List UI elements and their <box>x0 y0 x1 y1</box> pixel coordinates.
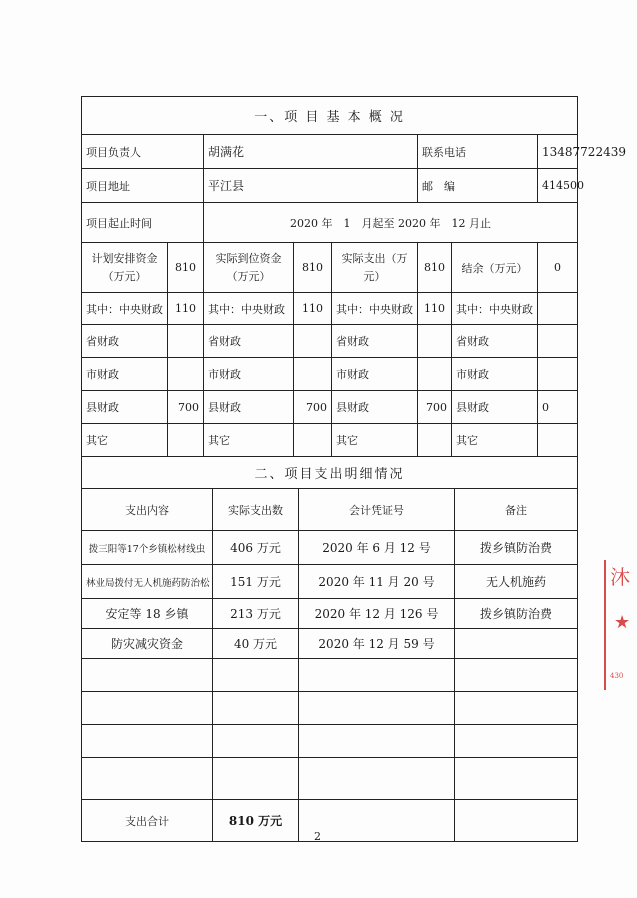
province-label-3: 省财政 <box>332 325 418 358</box>
other-label-3: 其它 <box>332 424 418 457</box>
table-row-empty <box>82 659 578 692</box>
address-label: 项目地址 <box>82 169 204 203</box>
city-label: 市财政 <box>82 358 168 391</box>
county-label-3: 县财政 <box>332 391 418 424</box>
total-value: 810 万元 <box>213 800 299 842</box>
other-label-4: 其它 <box>452 424 538 457</box>
county-label-4: 县财政 <box>452 391 538 424</box>
central-label-2: 其中：中央财政 <box>204 293 294 325</box>
official-seal-fragment <box>604 560 637 690</box>
row-voucher: 2020 年 11 月 20 号 <box>299 565 455 599</box>
table-row <box>82 531 578 565</box>
row-content: 林业局拨付无人机施药防治松 <box>82 565 213 599</box>
table-row-empty <box>82 758 578 800</box>
seal-char: 沐 <box>610 565 630 589</box>
balance-label: 结余（万元） <box>452 243 538 293</box>
province-label-2: 省财政 <box>204 325 294 358</box>
row-voucher: 2020 年 6 月 12 号 <box>299 531 455 565</box>
period-label: 项目起止时间 <box>82 203 204 243</box>
province-label-4: 省财政 <box>452 325 538 358</box>
phone-label: 联系电话 <box>418 135 538 169</box>
table-row <box>82 629 578 659</box>
planned-label: 计划安排资金（万元） <box>82 243 168 293</box>
county-planned: 700 <box>168 391 204 424</box>
period-value: 2020 年 1 月起至 2020 年 12 月止 <box>204 203 578 243</box>
row-amount: 151 万元 <box>213 565 299 599</box>
county-balance: 0 <box>538 391 578 424</box>
row-amount: 40 万元 <box>213 629 299 659</box>
row-amount: 213 万元 <box>213 599 299 629</box>
row-content: 拨三阳等17个乡镇松材线虫 <box>82 531 213 565</box>
row-voucher: 2020 年 12 月 59 号 <box>299 629 455 659</box>
header-content: 支出内容 <box>82 489 213 531</box>
leader-value: 胡满花 <box>204 135 418 169</box>
row-content: 防灾减灾资金 <box>82 629 213 659</box>
spent-label: 实际支出（万元） <box>332 243 418 293</box>
received-label: 实际到位资金（万元） <box>204 243 294 293</box>
section1-title: 一、项 目 基 本 概 况 <box>82 97 578 135</box>
seal-code: 430 <box>610 672 624 680</box>
page-number: 2 <box>314 830 321 843</box>
city-label-4: 市财政 <box>452 358 538 391</box>
postcode-value: 414500 <box>538 169 578 203</box>
header-voucher: 会计凭证号 <box>299 489 455 531</box>
postcode-label: 邮 编 <box>418 169 538 203</box>
central-balance <box>538 293 578 325</box>
address-value: 平江县 <box>204 169 418 203</box>
central-received: 110 <box>294 293 332 325</box>
row-remark: 无人机施药 <box>455 565 578 599</box>
balance-value: 0 <box>538 243 578 293</box>
row-remark <box>455 629 578 659</box>
row-remark: 拨乡镇防治费 <box>455 599 578 629</box>
expenditure-detail-table <box>81 456 578 842</box>
seal-star-icon: ★ <box>614 612 631 633</box>
section2-title: 二、项目支出明细情况 <box>82 457 578 489</box>
province-label: 省财政 <box>82 325 168 358</box>
project-overview-table <box>81 96 626 457</box>
county-label-2: 县财政 <box>204 391 294 424</box>
city-label-2: 市财政 <box>204 358 294 391</box>
phone-value: 13487722439 <box>538 135 578 169</box>
central-label: 其中：中央财政 <box>82 293 168 325</box>
row-amount: 406 万元 <box>213 531 299 565</box>
received-value: 810 <box>294 243 332 293</box>
row-remark: 拨乡镇防治费 <box>455 531 578 565</box>
planned-value: 810 <box>168 243 204 293</box>
total-label: 支出合计 <box>82 800 213 842</box>
row-content: 安定等 18 乡镇 <box>82 599 213 629</box>
spent-value: 810 <box>418 243 452 293</box>
county-spent: 700 <box>418 391 452 424</box>
row-voucher: 2020 年 12 月 126 号 <box>299 599 455 629</box>
header-amount: 实际支出数 <box>213 489 299 531</box>
header-remark: 备注 <box>455 489 578 531</box>
county-label: 县财政 <box>82 391 168 424</box>
city-label-3: 市财政 <box>332 358 418 391</box>
central-label-3: 其中：中央财政 <box>332 293 418 325</box>
other-label: 其它 <box>82 424 168 457</box>
table-row <box>82 565 578 599</box>
central-planned: 110 <box>168 293 204 325</box>
central-label-4: 其中：中央财政 <box>452 293 538 325</box>
other-label-2: 其它 <box>204 424 294 457</box>
table-row-empty <box>82 725 578 758</box>
county-received: 700 <box>294 391 332 424</box>
leader-label: 项目负责人 <box>82 135 204 169</box>
table-row-empty <box>82 692 578 725</box>
table-row <box>82 599 578 629</box>
central-spent: 110 <box>418 293 452 325</box>
